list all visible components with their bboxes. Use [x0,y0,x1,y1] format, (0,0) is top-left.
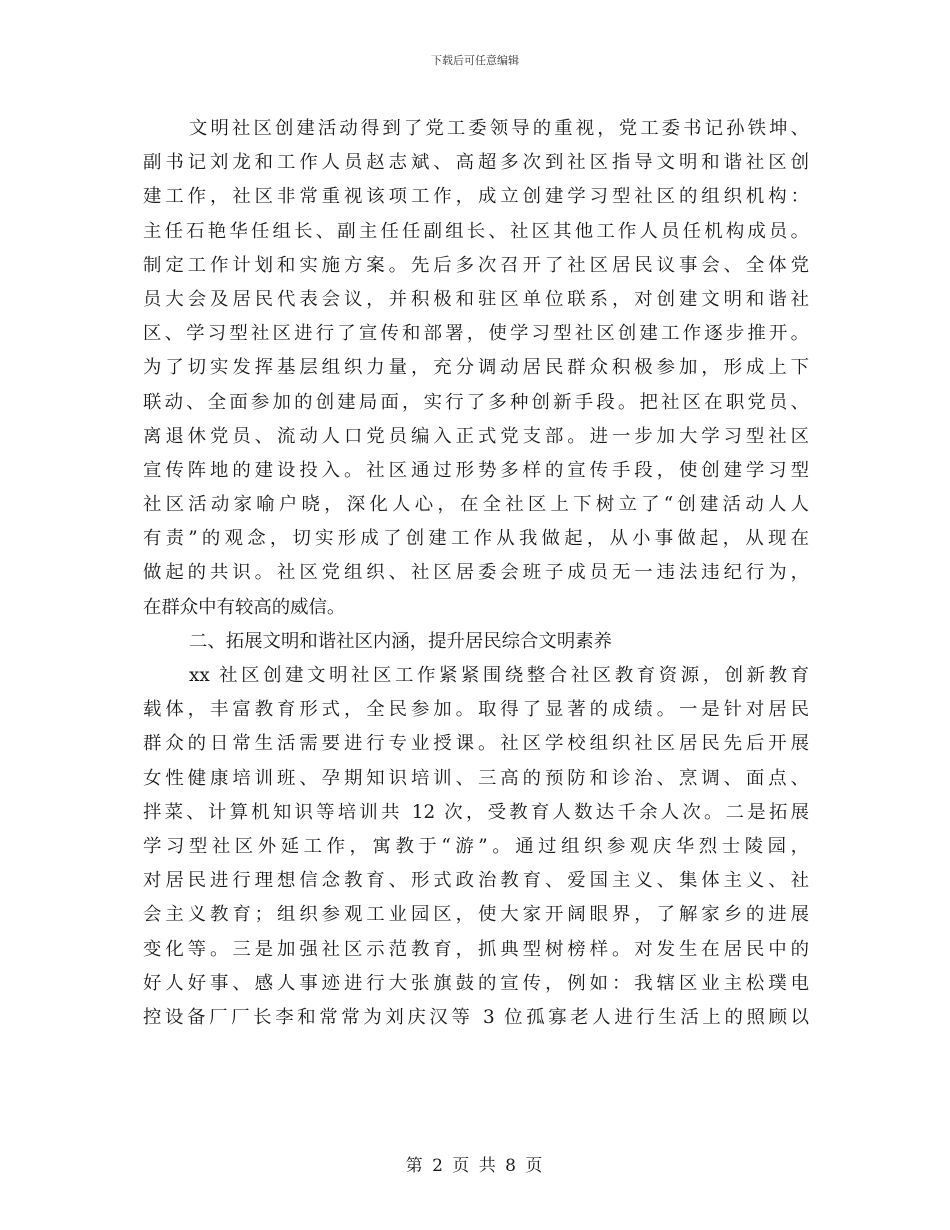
text-line: 学习型社区外延工作，寓教于“游”。通过组织参观庆华烈士陵园， [143,835,809,857]
text-line: 区、学习型社区进行了宣传和部署，使学习型社区创建工作逐步推开。 [143,323,809,345]
text-line: 做起的共识。社区党组织、社区居委会班子成员无一违法违纪行为， [143,562,809,584]
text-line: 员大会及居民代表会议，并积极和驻区单位联系，对创建文明和谐社 [143,288,809,310]
text-line: 有责”的观念，切实形成了创建工作从我做起，从小事做起，从现在 [143,528,809,550]
text-line: 女性健康培训班、孕期知识培训、三高的预防和诊治、烹调、面点、 [143,767,809,789]
text-line: 群众的日常生活需要进行专业授课。社区学校组织社区居民先后开展 [143,733,809,755]
text-line: 二、拓展文明和谐社区内涵，提升居民综合文明素养 [189,630,612,652]
text-line: 文明社区创建活动得到了党工委领导的重视，党工委书记孙铁坤、 [189,118,809,139]
text-line: 离退休党员、流动人口党员编入正式党支部。进一步加大学习型社区 [143,425,809,447]
text-line: 对居民进行理想信念教育、形式政治教育、爱国主义、集体主义、社 [143,870,809,892]
text-line: 变化等。三是加强社区示范教育，抓典型树榜样。对发生在居民中的 [143,938,809,960]
text-line: 副书记刘龙和工作人员赵志斌、高超多次到社区指导文明和谐社区创 [143,152,809,174]
page-header: 下载后可任意编辑 [431,54,519,67]
text-line: 社区活动家喻户晓，深化人心，在全社区上下树立了“创建活动人人 [143,494,809,516]
text-line: 制定工作计划和实施方案。先后多次召开了社区居民议事会、全体党 [143,254,809,276]
page-number-footer: 第 2 页 共 8 页 [405,1156,545,1176]
text-line: 在群众中有较高的威信。 [143,596,346,618]
text-line: 拌菜、计算机知识等培训共 12 次，受教育人数达千余人次。二是拓展 [143,801,809,823]
text-line: 会主义教育；组织参观工业园区，使大家开阔眼界，了解家乡的进展 [143,904,809,926]
document-body [143,112,809,1035]
text-line: 联动、全面参加的创建局面，实行了多种创新手段。把社区在职党员、 [143,391,809,413]
text-line: xx 社区创建文明社区工作紧紧围绕整合社区教育资源，创新教育 [189,665,809,686]
text-line: 为了切实发挥基层组织力量，充分调动居民群众积极参加，形成上下 [143,357,809,379]
text-line: 控设备厂厂长李和常常为刘庆汉等 3 位孤寡老人进行生活上的照顾以 [143,1006,809,1028]
text-line: 宣传阵地的建设投入。社区通过形势多样的宣传手段，使创建学习型 [143,459,809,481]
text-line: 主任石艳华任组长、副主任任副组长、社区其他工作人员任机构成员。 [143,220,809,242]
text-line: 载体，丰富教育形式，全民参加。取得了显著的成绩。一是针对居民 [143,699,809,721]
text-line: 好人好事、感人事迹进行大张旗鼓的宣传，例如：我辖区业主松璞电 [143,972,809,994]
text-line: 建工作，社区非常重视该项工作，成立创建学习型社区的组织机构： [143,186,809,208]
